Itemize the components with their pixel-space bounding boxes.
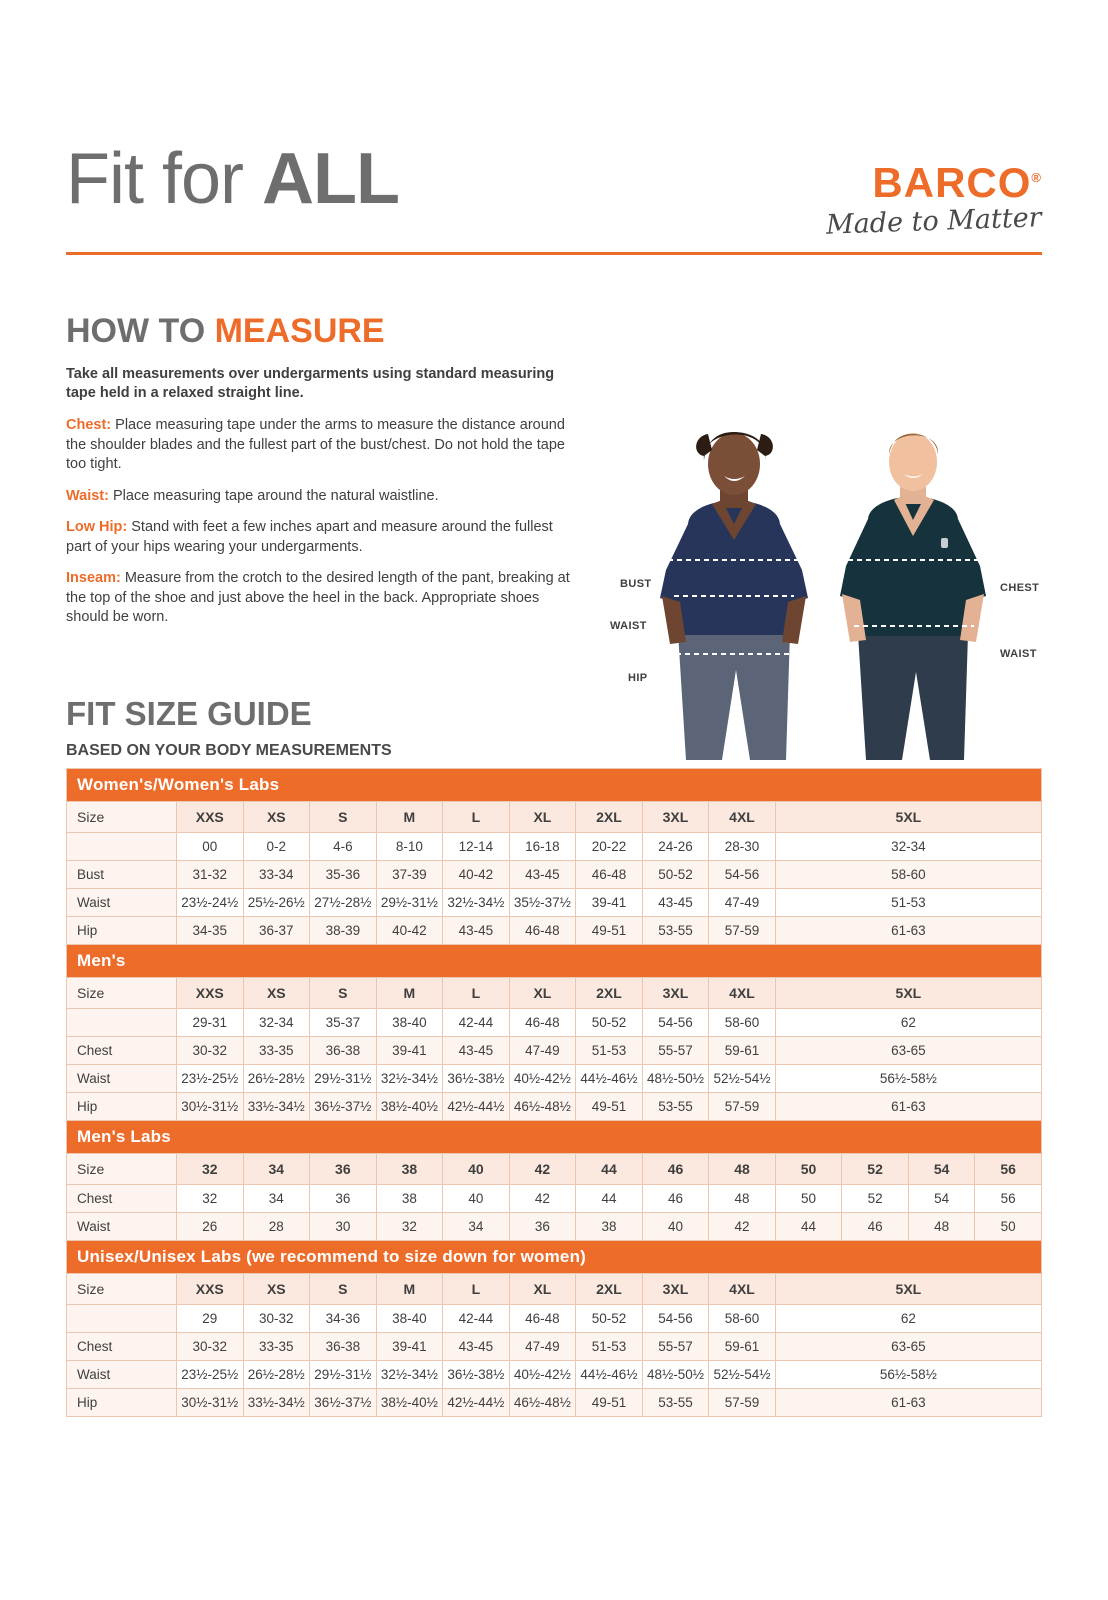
column-header-cell: 4XL: [709, 1274, 776, 1305]
measurement-cell: 47-49: [509, 1333, 576, 1361]
how-to-measure-section: [66, 312, 576, 640]
measurement-cell: 32: [376, 1213, 443, 1241]
measurement-cell: 40½-42½: [509, 1065, 576, 1093]
measurement-cell: 53-55: [642, 1389, 709, 1417]
callout-bust: BUST: [620, 578, 652, 590]
column-header-cell: XXS: [177, 978, 244, 1009]
measurement-cell: 50-52: [576, 1305, 643, 1333]
fit-size-guide-title: FIT SIZE GUIDE: [66, 695, 312, 732]
table-header-row: [67, 1154, 1042, 1185]
measurement-cell: 43-45: [443, 1037, 510, 1065]
column-header-cell: XXS: [177, 802, 244, 833]
measure-item-chest: [66, 416, 576, 475]
measurement-cell: 33-35: [243, 1333, 310, 1361]
measurement-cell: 34-35: [177, 917, 244, 945]
measurement-cell: 54-56: [642, 1305, 709, 1333]
measure-intro-text: Take all measurements over undergarments using standard measuring tape held in a relaxed straight line.: [66, 366, 555, 401]
measurement-cell: 57-59: [709, 1389, 776, 1417]
table-row: [67, 917, 1042, 945]
measurement-cell: 27½-28½: [310, 889, 377, 917]
measurement-cell: 52: [842, 1185, 909, 1213]
measurement-cell: 47-49: [509, 1037, 576, 1065]
column-header-cell: S: [310, 802, 377, 833]
row-label-cell: Bust: [67, 861, 177, 889]
measurement-cell: 32½-34½: [376, 1361, 443, 1389]
row-label-cell: Hip: [67, 1093, 177, 1121]
measurement-cell: 30-32: [177, 1037, 244, 1065]
column-header-cell: M: [376, 1274, 443, 1305]
column-header-cell: 4XL: [709, 978, 776, 1009]
column-header-cell: L: [443, 1274, 510, 1305]
column-header-cell: M: [376, 978, 443, 1009]
measurement-cell: 58-60: [775, 861, 1041, 889]
column-header-cell: 38: [376, 1154, 443, 1185]
measure-item-low-hip-text: Stand with feet a few inches apart and measure around the fullest part of your hips wearing your undergarments.: [66, 519, 553, 555]
measurement-cell: 46-48: [509, 917, 576, 945]
measurement-cell: 61-63: [775, 917, 1041, 945]
measurement-cell: 51-53: [775, 889, 1041, 917]
row-label-cell: [67, 1009, 177, 1037]
measurement-cell: 51-53: [576, 1037, 643, 1065]
measurement-cell: 46-48: [509, 1009, 576, 1037]
measurement-cell: 32: [177, 1185, 244, 1213]
row-label-cell: Waist: [67, 1213, 177, 1241]
measurement-cell: 38½-40½: [376, 1093, 443, 1121]
measurement-cell: 49-51: [576, 1093, 643, 1121]
measurement-cell: 39-41: [376, 1037, 443, 1065]
column-header-cell: L: [443, 802, 510, 833]
measurement-cell: 36½-37½: [310, 1093, 377, 1121]
male-model-figure: [840, 433, 986, 760]
table-band-row: [67, 1121, 1042, 1154]
callout-waist-left: WAIST: [610, 620, 647, 632]
page-title-light: Fit for: [66, 139, 263, 219]
measurement-cell: 26: [177, 1213, 244, 1241]
table-row: [67, 1185, 1042, 1213]
column-header-cell: 52: [842, 1154, 909, 1185]
column-header-cell: 42: [509, 1154, 576, 1185]
column-header-cell: 3XL: [642, 802, 709, 833]
measurement-cell: 8-10: [376, 833, 443, 861]
measurement-cell: 44½-46½: [576, 1361, 643, 1389]
measurement-cell: 57-59: [709, 1093, 776, 1121]
measurement-cell: 57-59: [709, 917, 776, 945]
page-title-bold: ALL: [262, 139, 399, 219]
measurement-cell: 42-44: [443, 1009, 510, 1037]
measurement-cell: 54-56: [642, 1009, 709, 1037]
size-table-container: [66, 768, 1042, 1417]
measurement-cell: 44: [775, 1213, 842, 1241]
brand-name: [826, 156, 1042, 205]
table-row: [67, 833, 1042, 861]
table-band-label: Men's: [67, 945, 1042, 978]
column-header-cell: 56: [975, 1154, 1042, 1185]
measurement-cell: 23½-24½: [177, 889, 244, 917]
table-header-row: [67, 802, 1042, 833]
row-label-cell: [67, 1305, 177, 1333]
measurement-cell: 55-57: [642, 1333, 709, 1361]
column-header-cell: 54: [908, 1154, 975, 1185]
page-title: [66, 140, 399, 218]
measurement-cell: 38-40: [376, 1009, 443, 1037]
measurement-cell: 58-60: [709, 1009, 776, 1037]
table-row: [67, 1065, 1042, 1093]
measurement-cell: 36½-38½: [443, 1065, 510, 1093]
measurement-cell: 46-48: [576, 861, 643, 889]
measurement-cell: 50-52: [642, 861, 709, 889]
measurement-cell: 46: [642, 1185, 709, 1213]
measurement-cell: 42: [709, 1213, 776, 1241]
measurement-cell: 34: [243, 1185, 310, 1213]
measure-item-chest-text: Place measuring tape under the arms to measure the distance around the shoulder blades and the fullest part of the bust/chest. Do not hold the tape too tight.: [66, 417, 565, 472]
column-header-cell: S: [310, 978, 377, 1009]
measurement-cell: 26½-28½: [243, 1361, 310, 1389]
table-row: [67, 889, 1042, 917]
measurement-cell: 31-32: [177, 861, 244, 889]
measurement-cell: 40: [642, 1213, 709, 1241]
measurement-cell: 52½-54½: [709, 1065, 776, 1093]
measurement-cell: 34: [443, 1213, 510, 1241]
measurement-cell: 54: [908, 1185, 975, 1213]
measurement-cell: 35-36: [310, 861, 377, 889]
column-header-cell: 40: [443, 1154, 510, 1185]
measurement-cell: 33½-34½: [243, 1093, 310, 1121]
measurement-cell: 36½-38½: [443, 1361, 510, 1389]
measurement-cell: 29½-31½: [376, 889, 443, 917]
measurement-cell: 43-45: [509, 861, 576, 889]
measurement-cell: 43-45: [443, 917, 510, 945]
measurement-cell: 30-32: [243, 1305, 310, 1333]
measurement-cell: 40: [443, 1185, 510, 1213]
column-header-cell: M: [376, 802, 443, 833]
how-to-measure-heading: [66, 312, 576, 351]
table-band-label: Unisex/Unisex Labs (we recommend to size down for women): [67, 1241, 1042, 1274]
callout-chest: CHEST: [1000, 582, 1040, 594]
measurement-cell: 32½-34½: [376, 1065, 443, 1093]
measurement-cell: 49-51: [576, 1389, 643, 1417]
size-table-body: [67, 769, 1042, 1417]
measurement-cell: 32-34: [243, 1009, 310, 1037]
measurement-cell: 48: [908, 1213, 975, 1241]
measurement-cell: 42½-44½: [443, 1389, 510, 1417]
measurement-cell: 36-38: [310, 1037, 377, 1065]
row-label-cell: Waist: [67, 889, 177, 917]
column-header-cell: 5XL: [775, 1274, 1041, 1305]
measurement-cell: 00: [177, 833, 244, 861]
column-header-cell: 2XL: [576, 1274, 643, 1305]
measurement-cell: 56½-58½: [775, 1065, 1041, 1093]
measurement-cell: 40-42: [443, 861, 510, 889]
column-header-cell: S: [310, 1274, 377, 1305]
measurement-cell: 35½-37½: [509, 889, 576, 917]
table-row: [67, 1333, 1042, 1361]
measurement-cell: 50: [775, 1185, 842, 1213]
measurement-cell: 36½-37½: [310, 1389, 377, 1417]
row-label-cell: Chest: [67, 1185, 177, 1213]
column-header-size: Size: [67, 802, 177, 833]
measure-item-inseam-label: Inseam:: [66, 570, 121, 586]
measurement-cell: 23½-25½: [177, 1065, 244, 1093]
measurement-cell: 32½-34½: [443, 889, 510, 917]
measure-item-waist: [66, 487, 576, 507]
measurement-cell: 63-65: [775, 1333, 1041, 1361]
measurement-cell: 38: [376, 1185, 443, 1213]
measurement-cell: 48: [709, 1185, 776, 1213]
measurement-cell: 47-49: [709, 889, 776, 917]
measurement-cell: 63-65: [775, 1037, 1041, 1065]
measurement-cell: 29½-31½: [310, 1361, 377, 1389]
column-header-cell: XL: [509, 1274, 576, 1305]
measure-item-inseam: [66, 569, 576, 628]
measurement-cell: 44½-46½: [576, 1065, 643, 1093]
table-row: [67, 861, 1042, 889]
measurement-cell: 53-55: [642, 1093, 709, 1121]
row-label-cell: Chest: [67, 1333, 177, 1361]
measurement-cell: 58-60: [709, 1305, 776, 1333]
measurement-cell: 48½-50½: [642, 1361, 709, 1389]
measurement-cell: 43-45: [642, 889, 709, 917]
measurement-cell: 36: [310, 1185, 377, 1213]
measurement-cell: 29-31: [177, 1009, 244, 1037]
measurement-cell: 33-34: [243, 861, 310, 889]
measurement-cell: 46-48: [509, 1305, 576, 1333]
measurement-cell: 33-35: [243, 1037, 310, 1065]
measurement-cell: 30½-31½: [177, 1389, 244, 1417]
column-header-cell: 3XL: [642, 1274, 709, 1305]
measurement-cell: 62: [775, 1305, 1041, 1333]
column-header-cell: 36: [310, 1154, 377, 1185]
measurement-cell: 59-61: [709, 1333, 776, 1361]
measurement-cell: 39-41: [576, 889, 643, 917]
callout-hip: HIP: [628, 672, 648, 684]
fit-size-guide-subtitle: BASED ON YOUR BODY MEASUREMENTS: [66, 742, 392, 759]
table-row: [67, 1037, 1042, 1065]
measurement-cell: 36-38: [310, 1333, 377, 1361]
heading-part-gray: HOW TO: [66, 312, 215, 350]
measure-item-low-hip-label: Low Hip:: [66, 519, 128, 535]
measurement-cell: 30: [310, 1213, 377, 1241]
measurement-cell: 38-39: [310, 917, 377, 945]
table-band-row: [67, 1241, 1042, 1274]
measurement-cell: 56½-58½: [775, 1361, 1041, 1389]
measurement-cell: 42: [509, 1185, 576, 1213]
measurement-cell: 26½-28½: [243, 1065, 310, 1093]
measure-item-waist-label: Waist:: [66, 487, 109, 504]
column-header-cell: XS: [243, 1274, 310, 1305]
column-header-cell: XL: [509, 802, 576, 833]
table-header-row: [67, 978, 1042, 1009]
size-tables: [66, 768, 1042, 1417]
measurement-cell: 40-42: [376, 917, 443, 945]
measurement-cell: 40½-42½: [509, 1361, 576, 1389]
column-header-cell: L: [443, 978, 510, 1009]
measurement-cell: 28-30: [709, 833, 776, 861]
column-header-cell: XXS: [177, 1274, 244, 1305]
measure-item-chest-label: Chest:: [66, 417, 112, 433]
column-header-size: Size: [67, 978, 177, 1009]
measurement-cell: 30½-31½: [177, 1093, 244, 1121]
row-label-cell: Hip: [67, 1389, 177, 1417]
table-row: [67, 1361, 1042, 1389]
measurement-cell: 61-63: [775, 1093, 1041, 1121]
table-row: [67, 1305, 1042, 1333]
table-band-row: [67, 945, 1042, 978]
table-row: [67, 1389, 1042, 1417]
table-row: [67, 1009, 1042, 1037]
measurement-cell: 61-63: [775, 1389, 1041, 1417]
table-band-label: Men's Labs: [67, 1121, 1042, 1154]
measurement-cell: 46: [842, 1213, 909, 1241]
callout-waist-right: WAIST: [1000, 648, 1037, 660]
column-header-size: Size: [67, 1274, 177, 1305]
column-header-cell: XS: [243, 802, 310, 833]
measurement-cell: 59-61: [709, 1037, 776, 1065]
measurement-cell: 38-40: [376, 1305, 443, 1333]
measurement-cell: 54-56: [709, 861, 776, 889]
measurement-cell: 51-53: [576, 1333, 643, 1361]
measurement-cell: 28: [243, 1213, 310, 1241]
measurement-cell: 46½-48½: [509, 1093, 576, 1121]
table-row: [67, 1093, 1042, 1121]
column-header-cell: 3XL: [642, 978, 709, 1009]
column-header-cell: 32: [177, 1154, 244, 1185]
measurement-cell: 46½-48½: [509, 1389, 576, 1417]
measurement-cell: 38½-40½: [376, 1389, 443, 1417]
models-illustration: [600, 420, 1060, 760]
measurement-cell: 4-6: [310, 833, 377, 861]
measurement-cell: 30-32: [177, 1333, 244, 1361]
measurement-cell: 52½-54½: [709, 1361, 776, 1389]
measurement-cell: 56: [975, 1185, 1042, 1213]
measurement-cell: 12-14: [443, 833, 510, 861]
row-label-cell: Hip: [67, 917, 177, 945]
measurement-cell: 23½-25½: [177, 1361, 244, 1389]
measurement-cell: 29: [177, 1305, 244, 1333]
measurement-cell: 24-26: [642, 833, 709, 861]
measurement-cell: 44: [576, 1185, 643, 1213]
column-header-cell: 5XL: [775, 802, 1041, 833]
column-header-cell: 50: [775, 1154, 842, 1185]
measurement-cell: 36: [509, 1213, 576, 1241]
heading-part-orange: MEASURE: [214, 312, 385, 350]
measure-item-low-hip: [66, 518, 576, 557]
column-header-cell: XS: [243, 978, 310, 1009]
measurement-cell: 16-18: [509, 833, 576, 861]
measure-item-waist-text: Place measuring tape around the natural waistline.: [108, 487, 439, 504]
table-band-row: [67, 769, 1042, 802]
column-header-cell: XL: [509, 978, 576, 1009]
column-header-cell: 4XL: [709, 802, 776, 833]
measurement-cell: 42-44: [443, 1305, 510, 1333]
brand-logo: [825, 140, 1043, 241]
measurement-cell: 33½-34½: [243, 1389, 310, 1417]
column-header-cell: 46: [642, 1154, 709, 1185]
column-header-cell: 44: [576, 1154, 643, 1185]
measurement-cell: 36-37: [243, 917, 310, 945]
measurement-cell: 53-55: [642, 917, 709, 945]
female-model-figure: [660, 432, 808, 760]
measurement-cell: 62: [775, 1009, 1041, 1037]
measurement-cell: 50: [975, 1213, 1042, 1241]
measurement-cell: 39-41: [376, 1333, 443, 1361]
column-header-cell: 2XL: [576, 978, 643, 1009]
measurement-cell: 48½-50½: [642, 1065, 709, 1093]
table-band-label: Women's/Women's Labs: [67, 769, 1042, 802]
column-header-cell: 48: [709, 1154, 776, 1185]
measurement-cell: 55-57: [642, 1037, 709, 1065]
row-label-cell: [67, 833, 177, 861]
column-header-size: Size: [67, 1154, 177, 1185]
measurement-cell: 32-34: [775, 833, 1041, 861]
row-label-cell: Waist: [67, 1361, 177, 1389]
measurement-cell: 0-2: [243, 833, 310, 861]
measurement-cell: 42½-44½: [443, 1093, 510, 1121]
measurement-cell: 34-36: [310, 1305, 377, 1333]
table-row: [67, 1213, 1042, 1241]
measurement-cell: 20-22: [576, 833, 643, 861]
measurement-cell: 43-45: [443, 1333, 510, 1361]
measurement-cell: 50-52: [576, 1009, 643, 1037]
measurement-cell: 49-51: [576, 917, 643, 945]
table-header-row: [67, 1274, 1042, 1305]
measure-item-inseam-text: Measure from the crotch to the desired length of the pant, breaking at the top of the shoe and just above the heel in the back. Appropriate shoes should be worn.: [66, 570, 570, 625]
measurement-cell: 37-39: [376, 861, 443, 889]
brand-name-text: BARCO: [872, 159, 1032, 206]
measurement-cell: 25½-26½: [243, 889, 310, 917]
column-header-cell: 34: [243, 1154, 310, 1185]
page-header: [66, 140, 1042, 255]
models-svg: [600, 420, 1060, 760]
measurement-cell: 35-37: [310, 1009, 377, 1037]
column-header-cell: 5XL: [775, 978, 1041, 1009]
row-label-cell: Waist: [67, 1065, 177, 1093]
registered-trademark-icon: ®: [1031, 170, 1042, 185]
measurement-cell: 29½-31½: [310, 1065, 377, 1093]
brand-tagline: Made to Matter: [825, 202, 1043, 241]
row-label-cell: Chest: [67, 1037, 177, 1065]
column-header-cell: 2XL: [576, 802, 643, 833]
measurement-cell: 38: [576, 1213, 643, 1241]
